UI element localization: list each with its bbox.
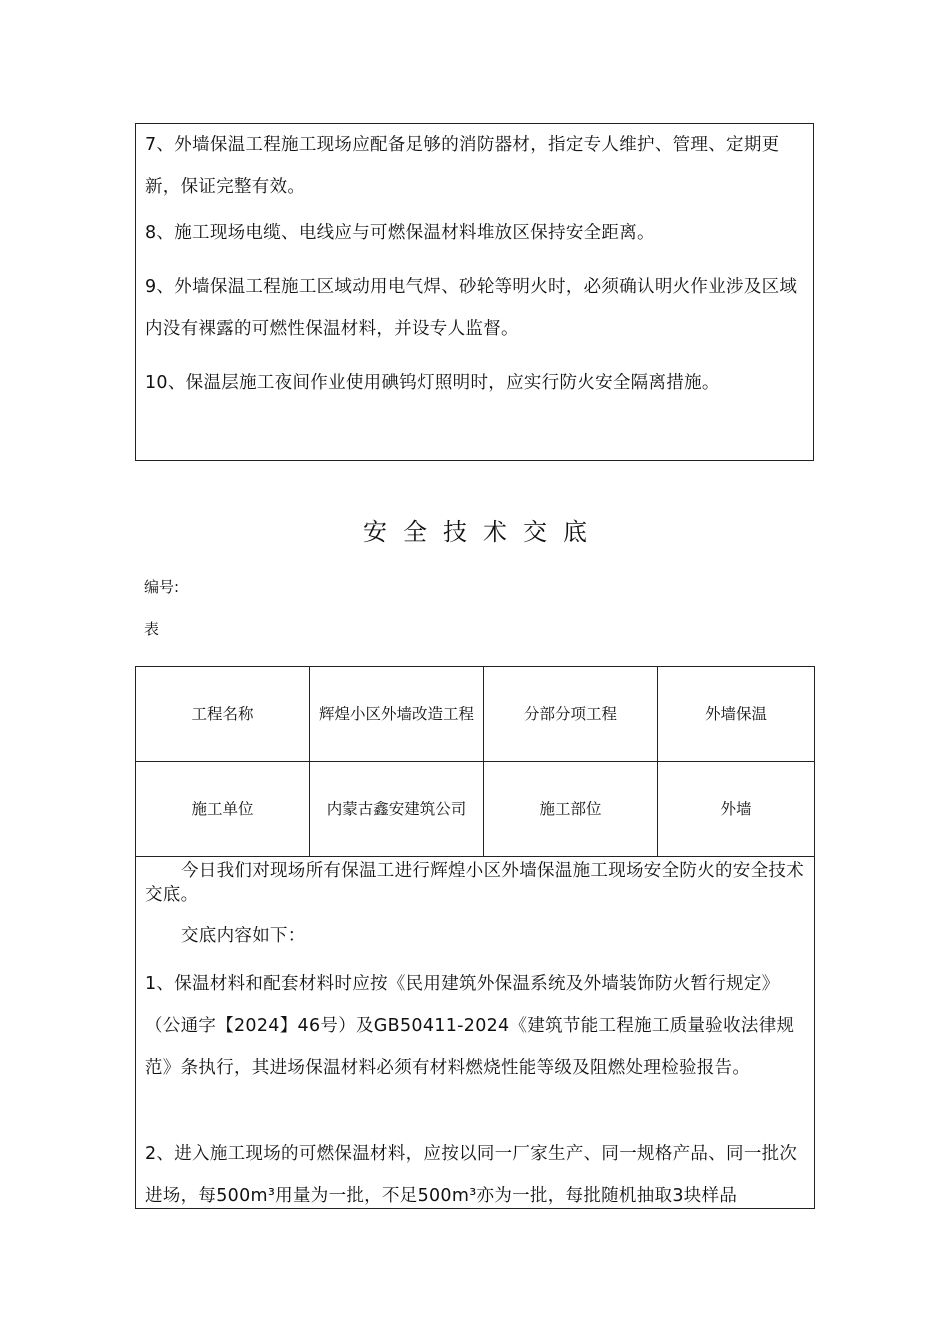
table-label: 表 (144, 620, 160, 638)
measure-item-10: 10、保温层施工夜间作业使用碘钨灯照明时，应实行防火安全隔离措施。 (145, 373, 720, 393)
location-value: 外墙 (658, 762, 815, 857)
project-name-value: 辉煌小区外墙改造工程 (310, 667, 484, 762)
briefing-content (135, 855, 815, 1209)
number-label: 编号: (144, 578, 180, 596)
briefing-item-1: 1、保温材料和配套材料时应按《民用建筑外保温系统及外墙装饰防火暂行规定》（公通字【2024】46号）及GB50411-2024《建筑节能工程施工质量验收法律规范》条执行，其进场保温材料必须有材料燃烧性能等级及阻燃处理检验报告。 (145, 974, 795, 1078)
measure-item-7: 7、外墙保温工程施工现场应配备足够的消防器材，指定专人维护、管理、定期更新，保证完整有效。 (145, 135, 780, 197)
measure-item-8: 8、施工现场电缆、电线应与可燃保温材料堆放区保持安全距离。 (145, 223, 655, 243)
safety-measures-box (135, 123, 814, 461)
subproject-value: 外墙保温 (658, 667, 815, 762)
contractor-label: 施工单位 (136, 762, 310, 857)
location-label: 施工部位 (484, 762, 658, 857)
project-name-label: 工程名称 (136, 667, 310, 762)
contractor-value: 内蒙古鑫安建筑公司 (310, 762, 484, 857)
subproject-label: 分部分项工程 (484, 667, 658, 762)
page-title: 安全技术交底 (363, 518, 603, 546)
briefing-lead: 交底内容如下： (181, 926, 306, 946)
briefing-intro: 今日我们对现场所有保温工进行辉煌小区外墙保温施工现场安全防火的安全技术交底。 (145, 861, 804, 905)
table-row (136, 762, 815, 857)
table-row (136, 667, 815, 762)
project-info-table (135, 666, 815, 857)
briefing-item-2: 2、进入施工现场的可燃保温材料，应按以同一厂家生产、同一规格产品、同一批次进场，每500m³用量为一批，不足500m³亦为一批，每批随机抽取3块样品 (145, 1144, 798, 1206)
measure-item-9: 9、外墙保温工程施工区域动用电气焊、砂轮等明火时，必须确认明火作业涉及区域内没有裸露的可燃性保温材料，并设专人监督。 (145, 277, 798, 339)
